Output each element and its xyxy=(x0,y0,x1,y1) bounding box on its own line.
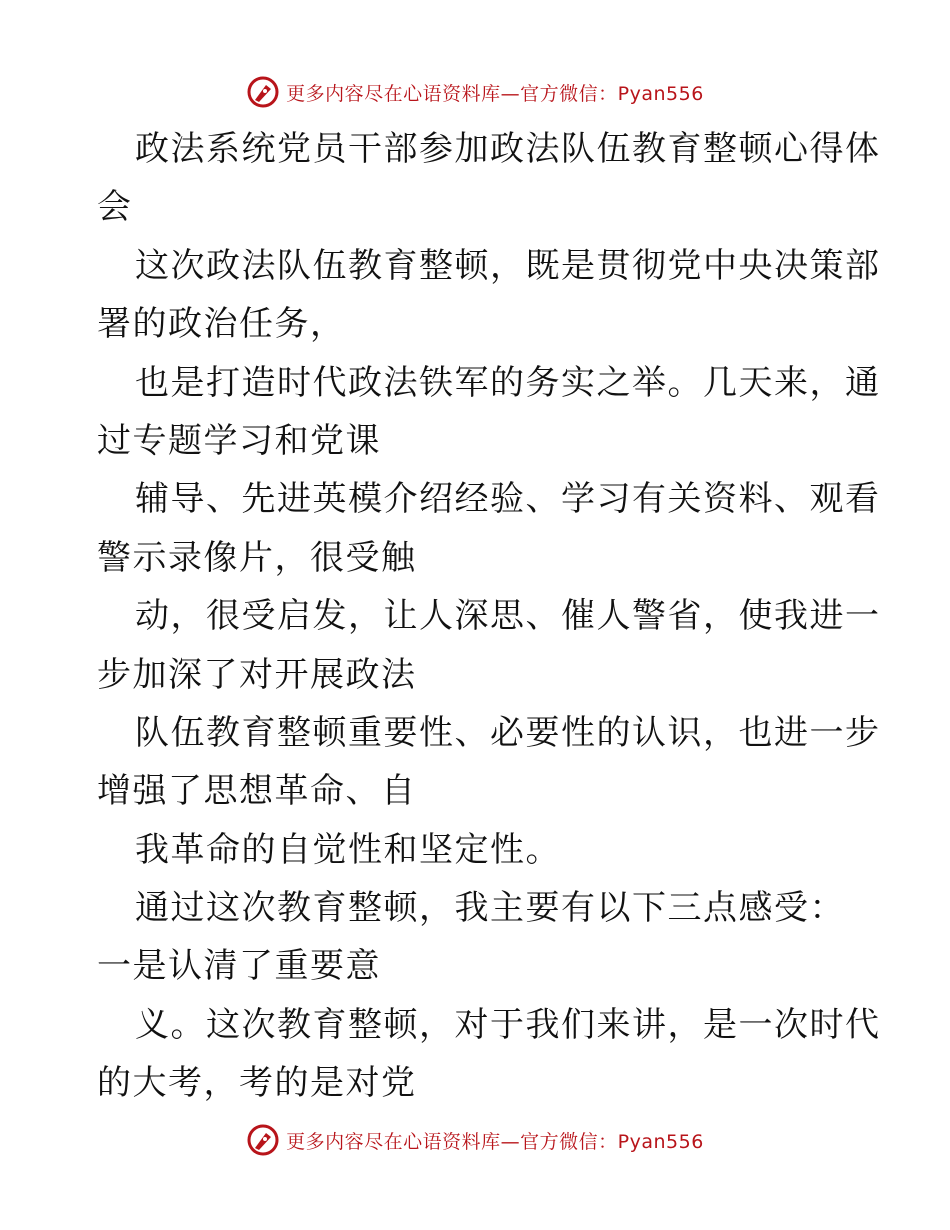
paragraph-line: 警示录像片，很受触 xyxy=(97,537,417,578)
paragraph-line: 的大考，考的是对党 xyxy=(97,1063,417,1104)
paragraph-line: 过专题学习和党课 xyxy=(97,420,381,461)
document-title-line-1: 政法系统党员干部参加政法队伍教育整顿心得体 xyxy=(135,129,881,169)
paragraph-line: 署的政治任务， xyxy=(97,304,346,345)
paragraph-line: 步加深了对开展政法 xyxy=(97,654,417,695)
paragraph-line: 一是认清了重要意 xyxy=(97,946,381,987)
paragraph-line: 辅导、先进英模介绍经验、学习有关资料、观看 xyxy=(135,479,881,520)
document-title-line-2: 会 xyxy=(97,187,133,228)
header-banner xyxy=(0,70,950,114)
paragraph-line: 通过这次教育整顿，我主要有以下三点感受： xyxy=(135,888,845,929)
pen-nib-logo-icon xyxy=(246,1123,280,1157)
paragraph-line: 这次政法队伍教育整顿，既是贯彻党中央决策部 xyxy=(135,245,881,286)
paragraph-line: 我革命的自觉性和坚定性。 xyxy=(135,829,561,870)
pen-nib-logo-icon xyxy=(246,75,280,109)
paragraph-line: 动，很受启发，让人深思、催人警省，使我进一 xyxy=(135,596,881,637)
document-body xyxy=(97,120,881,1113)
paragraph-line: 义。这次教育整顿，对于我们来讲，是一次时代 xyxy=(135,1004,881,1045)
paragraph-line: 增强了思想革命、自 xyxy=(97,771,417,812)
footer-banner-text: 更多内容尽在心语资料库—官方微信：Pyan556 xyxy=(286,1130,704,1153)
paragraph-line: 也是打造时代政法铁军的务实之举。几天来，通 xyxy=(135,362,881,403)
paragraph-line: 队伍教育整顿重要性、必要性的认识，也进一步 xyxy=(135,712,881,753)
header-banner-text: 更多内容尽在心语资料库—官方微信：Pyan556 xyxy=(286,82,704,105)
footer-banner xyxy=(0,1118,950,1162)
